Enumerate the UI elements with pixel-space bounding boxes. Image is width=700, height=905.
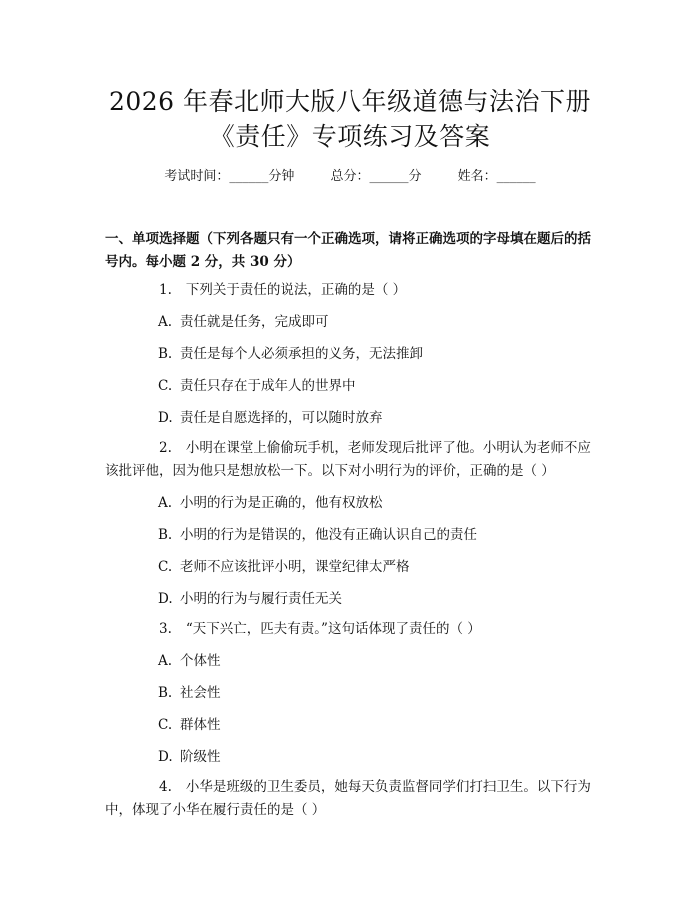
question-1	[105, 279, 600, 302]
question-3-option-d	[158, 747, 221, 767]
option-text: 小明的行为与履行责任无关	[180, 591, 342, 607]
student-name-field: 姓名：______	[457, 169, 536, 184]
question-2-option-d	[158, 589, 342, 609]
question-1-option-b	[158, 344, 423, 364]
total-score-field: 总分：______分	[330, 169, 422, 184]
option-text: 小明的行为是错误的，他没有正确认识自己的责任	[180, 527, 477, 543]
question-3-option-a	[158, 651, 221, 671]
question-3	[105, 618, 600, 641]
page-title-line2: 《责任》专项练习及答案	[209, 122, 491, 151]
option-letter: C.	[158, 559, 173, 575]
question-number: 3.	[159, 621, 172, 637]
option-text: 个体性	[180, 653, 221, 669]
option-letter: B.	[158, 346, 173, 362]
option-text: 责任只存在于成年人的世界中	[180, 378, 356, 394]
question-stem: 小华是班级的卫生委员，她每天负责监督同学们打扫卫生。以下行为中，体现了小华在履行责任的是（ ）	[105, 779, 591, 818]
question-stem: 小明在课堂上偷偷玩手机，老师发现后批评了他。小明认为老师不应该批评他，因为他只是想放松一下。以下对小明行为的评价，正确的是（ ）	[105, 440, 591, 479]
question-2-option-a	[158, 493, 383, 513]
option-letter: D.	[158, 591, 173, 607]
exam-time-field: 考试时间：______分钟	[164, 169, 295, 184]
question-1-option-d	[158, 408, 383, 428]
option-letter: A.	[158, 495, 173, 511]
option-letter: D.	[158, 749, 173, 765]
section-heading: 一、单项选择题（下列各题只有一个正确选项，请将正确选项的字母填在题后的括号内。每小题 2 分，共 30 分）	[105, 231, 591, 270]
question-2	[105, 437, 600, 483]
option-letter: A.	[158, 653, 173, 669]
question-number: 1.	[159, 282, 172, 298]
option-text: 责任是自愿选择的，可以随时放弃	[180, 410, 383, 426]
question-number: 2.	[159, 440, 172, 456]
question-1-option-a	[158, 312, 329, 332]
question-3-option-b	[158, 683, 221, 703]
question-3-option-c	[158, 715, 221, 735]
option-text: 责任是每个人必须承担的义务，无法推卸	[180, 346, 423, 362]
question-2-option-b	[158, 525, 477, 545]
option-letter: B.	[158, 527, 173, 543]
option-text: 小明的行为是正确的，他有权放松	[180, 495, 383, 511]
question-4	[105, 776, 600, 822]
option-letter: C.	[158, 378, 173, 394]
option-text: 老师不应该批评小明，课堂纪律太严格	[180, 559, 410, 575]
question-1-option-c	[158, 376, 356, 396]
page-title-line1: 2026 年春北师大版八年级道德与法治下册	[108, 87, 592, 116]
question-2-option-c	[158, 557, 410, 577]
option-text: 责任就是任务，完成即可	[180, 314, 329, 330]
option-text: 社会性	[180, 685, 221, 701]
question-stem: 下列关于责任的说法，正确的是（ ）	[185, 282, 407, 298]
option-letter: C.	[158, 717, 173, 733]
option-text: 群体性	[180, 717, 221, 733]
question-stem: “天下兴亡，匹夫有责。”这句话体现了责任的（ ）	[185, 621, 481, 637]
option-letter: B.	[158, 685, 173, 701]
exam-meta	[0, 168, 700, 186]
option-text: 阶级性	[180, 749, 221, 765]
question-number: 4.	[159, 779, 172, 795]
option-letter: D.	[158, 410, 173, 426]
option-letter: A.	[158, 314, 173, 330]
